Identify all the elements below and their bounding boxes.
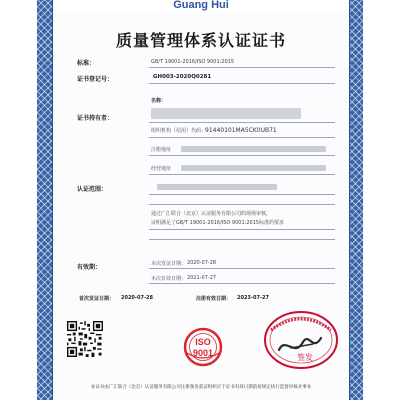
statement-underline-1 (149, 229, 335, 230)
expiry-date-label: 本次有效日期： (151, 276, 187, 282)
reg-no-value: GH003-2020Q0281 (153, 74, 212, 80)
statement-underline-2 (149, 239, 335, 240)
scope-underline-1 (149, 194, 335, 195)
business-address-underline (149, 174, 335, 175)
scope-label: 认证范围： (77, 186, 108, 193)
validity-label: 有效期： (77, 264, 102, 271)
registered-address-redacted (181, 146, 326, 152)
expiry-date-value: 2021-07-27 (187, 275, 217, 281)
registration-expiry-date: 2023-07-27 (237, 295, 269, 301)
iso-badge-bottom: 9001 (192, 348, 214, 358)
holder-name-redacted (151, 108, 301, 119)
footer-note: 本证书由广汇联合（北京）认证服务有限公司注册颁发获证组织应于证书有效日期前按规定执行监督审核并事本 (90, 385, 312, 390)
reg-no-underline (149, 83, 335, 84)
certificate-title: 质量管理体系认证证书 (115, 31, 286, 50)
qr-code-icon (67, 321, 103, 357)
iso-9001-badge-icon (183, 327, 223, 367)
expiry-date-underline (149, 283, 335, 284)
seal-text: 签发 (297, 353, 313, 362)
standard-value: GB/T 19001-2016/ISO 9001:2015 (151, 59, 235, 65)
holder-name-underline (149, 122, 335, 123)
certificate-body (52, 0, 350, 400)
business-address-redacted (181, 165, 326, 171)
registered-address-underline (149, 155, 335, 156)
issue-date-value: 2020-07-28 (187, 260, 217, 266)
org-code-label: 组织机构（信用）代码： (151, 128, 207, 134)
standard-label: 标准： (77, 60, 96, 67)
reg-no-label: 证书登记号： (77, 76, 114, 83)
registered-address-label: 注册地址 (151, 147, 172, 153)
standard-underline (149, 67, 335, 68)
org-code-underline (149, 137, 335, 138)
issue-date-label: 本次发证日期： (151, 261, 187, 267)
org-code-value: 91440101MA5CK0UB71 (205, 127, 277, 134)
issue-date-underline (149, 268, 335, 269)
statement-line-1: 通过广汇联合（北京）认证服务有限公司的现场审核， (151, 211, 272, 217)
holder-name-label: 名称： (151, 98, 167, 104)
registration-expiry-label: 注册有效日期： (196, 296, 232, 302)
business-address-label: 经营地址 (151, 166, 172, 172)
statement-line-2: 证明满足了GB/T 19001-2016/ISO 9001:2015标准的要求 (151, 220, 285, 226)
holder-label: 证书持有者： (77, 115, 114, 122)
company-seal-icon (261, 308, 341, 372)
first-issue-date: 2020-07-28 (121, 295, 153, 301)
brand-name: Guang Hui (173, 0, 229, 11)
scope-underline-2 (149, 204, 335, 205)
first-issue-label: 首次发证日期： (79, 296, 115, 302)
scope-redacted-1 (157, 184, 277, 190)
iso-badge-top: ISO (195, 337, 211, 347)
